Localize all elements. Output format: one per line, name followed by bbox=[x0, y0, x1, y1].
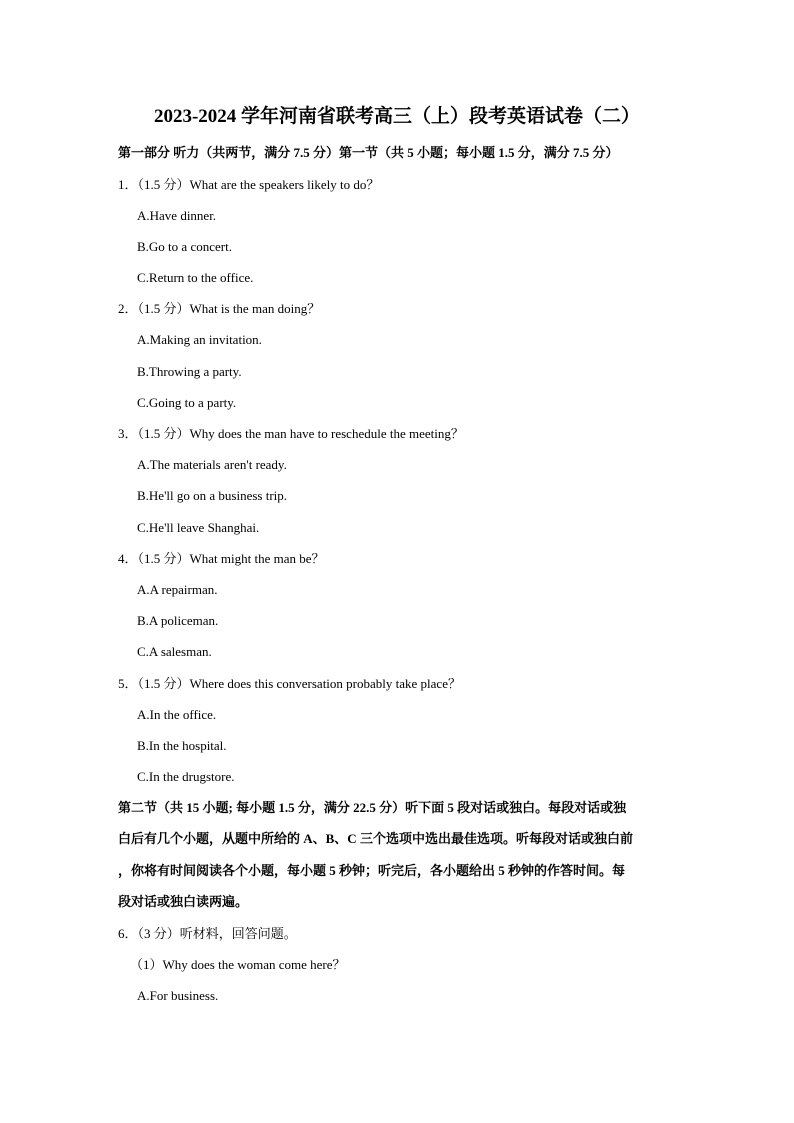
question-6-stem: 6．（3 分）听材料，回答问题。 bbox=[118, 926, 297, 941]
question-5-option-b: B.In the hospital. bbox=[137, 738, 227, 753]
question-1-option-a: A.Have dinner. bbox=[137, 208, 217, 223]
question-2-stem: 2．（1.5 分）What is the man doing？ bbox=[118, 301, 321, 316]
question-2-option-c: C.Going to a party. bbox=[137, 395, 237, 410]
question-3-option-a: A.The materials aren't ready. bbox=[137, 457, 287, 472]
question-3-option-b: B.He'll go on a business trip. bbox=[137, 488, 288, 503]
section-2-instructions-line-2: 白后有几个小题，从题中所给的 A、B、C 三个选项中选出最佳选项。听每段对话或独白前 bbox=[118, 831, 633, 846]
section-2-instructions-line-1: 第二节（共 15 小题; 每小题 1.5 分，满分 22.5 分）听下面 5 段对话或独白。每段对话或独 bbox=[118, 800, 627, 815]
section-1-heading: 第一部分 听力（共两节，满分 7.5 分）第一节（共 5 小题；每小题 1.5 分，满分 7.5 分） bbox=[118, 145, 619, 160]
question-4-stem: 4．（1.5 分）What might the man be？ bbox=[118, 551, 325, 566]
question-4-option-a: A.A repairman. bbox=[137, 582, 218, 597]
section-2-instructions-line-4: 段对话或独白读两遍。 bbox=[118, 894, 249, 909]
question-5-option-a: A.In the office. bbox=[137, 707, 217, 722]
question-1-stem: 1．（1.5 分）What are the speakers likely to do？ bbox=[118, 177, 380, 192]
exam-title: 2023-2024 学年河南省联考高三（上）段考英语试卷（二） bbox=[153, 106, 641, 127]
question-6-sub-1: （1）Why does the woman come here？ bbox=[130, 957, 346, 972]
question-1-option-b: B.Go to a concert. bbox=[137, 239, 232, 254]
question-2-option-b: B.Throwing a party. bbox=[137, 364, 242, 379]
question-5-option-c: C.In the drugstore. bbox=[137, 769, 235, 784]
question-2-option-a: A.Making an invitation. bbox=[137, 332, 262, 347]
question-3-option-c: C.He'll leave Shanghai. bbox=[137, 520, 260, 535]
question-4-option-b: B.A policeman. bbox=[137, 613, 219, 628]
question-6-sub-1-option-a: A.For business. bbox=[137, 988, 219, 1003]
question-4-option-c: C.A salesman. bbox=[137, 644, 212, 659]
question-3-stem: 3．（1.5 分）Why does the man have to reschedule the meeting？ bbox=[118, 426, 464, 441]
question-5-stem: 5．（1.5 分）Where does this conversation probably take place？ bbox=[118, 676, 461, 691]
section-2-instructions-line-3: ，你将有时间阅读各个小题，每小题 5 秒钟；听完后，各小题给出 5 秒钟的作答时间。每 bbox=[118, 863, 626, 878]
question-1-option-c: C.Return to the office. bbox=[137, 270, 254, 285]
